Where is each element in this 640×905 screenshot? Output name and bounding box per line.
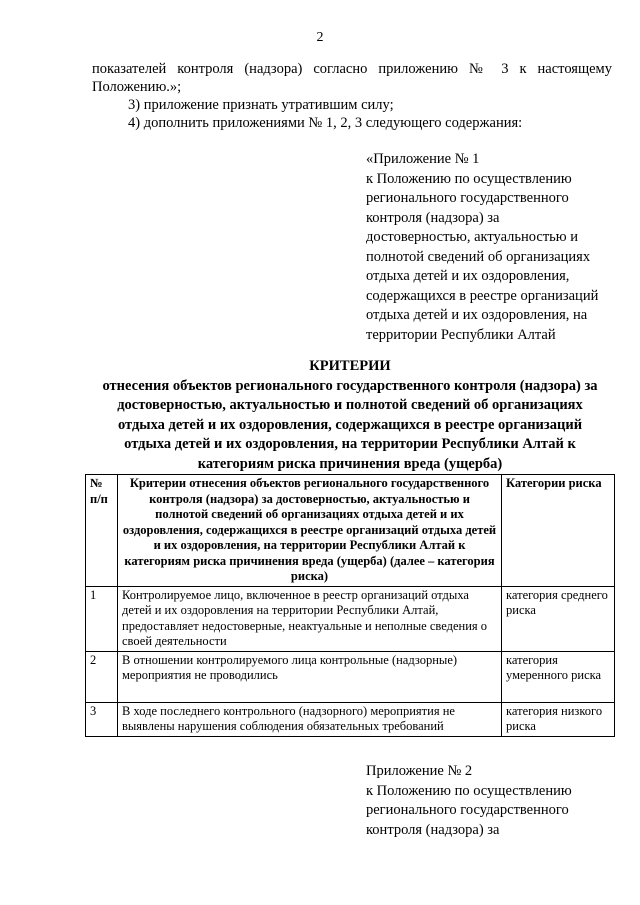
appendix-1-line: регионального государственного	[366, 190, 569, 206]
row-criteria: В ходе последнего контрольного (надзорного) мероприятия не выявлены нарушения соблюдения обязательных требований	[118, 702, 502, 736]
criteria-subtitle-line: отнесения объектов регионального государственного контроля (надзора) за	[102, 377, 598, 394]
criteria-subtitle-line: категориям риска причинения вреда (ущерба)	[197, 455, 503, 472]
criteria-subtitle-line: отдыха детей и их оздоровления, содержащихся в реестре организаций	[117, 416, 583, 433]
intro-line-2: Положению.»;	[92, 79, 182, 95]
criteria-heading	[80, 357, 620, 474]
header-category: Категории риска	[502, 475, 615, 587]
row-num: 1	[86, 586, 118, 651]
table-header-row	[86, 475, 615, 587]
criteria-title: КРИТЕРИИ	[309, 358, 391, 374]
row-num: 3	[86, 702, 118, 736]
appendix-1-line: отдыха детей и их оздоровления,	[366, 268, 570, 284]
table-row	[86, 702, 615, 736]
table-row	[86, 651, 615, 702]
appendix-1-line: содержащихся в реестре организаций	[366, 287, 599, 304]
appendix-2-header	[366, 762, 626, 840]
appendix-1-header	[366, 150, 626, 345]
row-category: категория низкого риска	[502, 702, 615, 736]
header-num: № п/п	[86, 475, 118, 587]
appendix-2-line: контроля (надзора) за	[366, 821, 500, 838]
appendix-2-line: Приложение № 2	[366, 763, 473, 779]
page-number: 2	[316, 30, 324, 45]
row-num: 2	[86, 651, 118, 702]
row-criteria: Контролируемое лицо, включенное в реестр организаций отдыха детей и их оздоровления на территории Республики Алтай, предоставляет недостоверные, неактуальные и неполные сведения о своей деятельности	[118, 586, 502, 651]
intro-item-3: 3) приложение признать утратившим силу;	[128, 97, 394, 113]
criteria-subtitle-line: достоверностью, актуальностью и полнотой сведений об организациях	[117, 397, 583, 413]
row-criteria: В отношении контролируемого лица контрольные (надзорные) мероприятия не проводились	[118, 651, 502, 702]
appendix-1-line: к Положению по осуществлению	[366, 170, 572, 187]
criteria-table	[85, 474, 615, 737]
row-category: категория среднего риска	[502, 586, 615, 651]
appendix-1-line: территории Республики Алтай	[366, 326, 556, 343]
appendix-1-line: контроля (надзора) за	[366, 209, 500, 226]
appendix-1-line: отдыха детей и их оздоровления, на	[366, 307, 588, 323]
header-criteria: Критерии отнесения объектов регионального государственного контроля (надзора) за достоверностью, актуальностью и полнотой сведений об организациях отдыха детей и их оздоровления, содержащихся в реестре организаций отдыха детей и их оздоровления, на территории Республики Алтай к категориям риска причинения вреда (ущерба) (далее – категория риска)	[118, 475, 502, 587]
table-row	[86, 586, 615, 651]
appendix-1-line: достоверностью, актуальностью и	[366, 229, 578, 245]
intro-paragraph	[92, 60, 612, 132]
row-category: категория умеренного риска	[502, 651, 615, 702]
appendix-2-line: к Положению по осуществлению	[366, 782, 572, 799]
appendix-1-line: «Приложение № 1	[366, 151, 480, 167]
criteria-subtitle-line: отдыха детей и их оздоровления, на территории Республики Алтай к	[124, 436, 576, 452]
intro-line-1: показателей контроля (надзора) согласно приложению № 3 к настоящему	[92, 61, 612, 77]
appendix-1-line: полнотой сведений об организациях	[366, 248, 591, 265]
intro-item-4: 4) дополнить приложениями № 1, 2, 3 следующего содержания:	[128, 115, 523, 131]
appendix-2-line: регионального государственного	[366, 802, 569, 818]
